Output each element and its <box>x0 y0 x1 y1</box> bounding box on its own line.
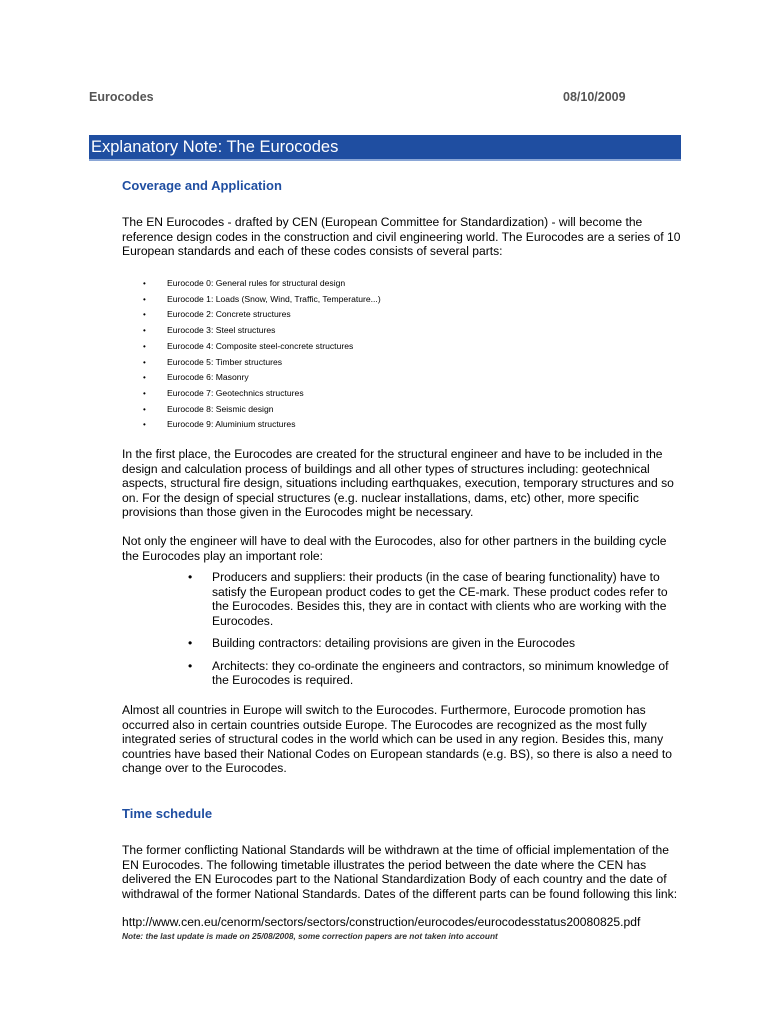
page-title-banner: Explanatory Note: The Eurocodes <box>89 135 681 161</box>
list-item: • Eurocode 9: Aluminium structures <box>122 417 381 433</box>
list-item: • Architects: they co-ordinate the engineers and contractors, so minimum knowledge of the Eurocodes is required. <box>188 658 669 687</box>
list-item: • Eurocode 4: Composite steel-concrete structures <box>122 339 381 355</box>
list-item: • Eurocode 6: Masonry <box>122 370 381 386</box>
bullet-icon: • <box>143 279 146 288</box>
section-title-coverage: Coverage and Application <box>122 178 282 193</box>
bullet-icon: • <box>143 341 146 351</box>
list-item: • Eurocode 3: Steel structures <box>122 323 381 339</box>
header-date: 08/10/2009 <box>563 90 626 104</box>
bullet-icon: • <box>143 326 146 336</box>
bullet-icon: • <box>143 373 146 383</box>
bullet-icon: • <box>188 658 193 673</box>
bullet-icon: • <box>143 420 146 430</box>
paragraph-other-partners: Not only the engineer will have to deal with the Eurocodes, also for other partners in the building cycle the Eurocodes play an important role: <box>122 534 667 563</box>
list-item: • Eurocode 5: Timber structures <box>122 355 381 371</box>
bullet-icon: • <box>143 310 146 320</box>
bullet-icon: • <box>143 388 146 398</box>
list-item: • Eurocode 0: General rules for structural design <box>122 276 381 292</box>
bullet-icon: • <box>188 570 193 584</box>
partner-list <box>188 570 680 688</box>
list-item: • Producers and suppliers: their products (in the case of bearing functionality) have to satisfy the European product codes to get the CE-mark. These product codes refer to the Eurocodes. Besides this, they are in contact with clients who are working with the Eurocodes. <box>188 570 668 628</box>
cen-status-link[interactable]: http://www.cen.eu/cenorm/sectors/sectors/construction/eurocodes/eurocodesstatus20080825.pdf <box>122 915 641 929</box>
list-item: • Building contractors: detailing provisions are given in the Eurocodes <box>188 636 576 650</box>
bullet-icon: • <box>143 404 146 414</box>
paragraph-intro: The EN Eurocodes - drafted by CEN (European Committee for Standardization) - will become the reference design codes in the construction and civil engineering world. The Eurocodes are a series of 10 European standards and each of these codes consists of several parts: <box>122 215 681 258</box>
list-item: • Eurocode 1: Loads (Snow, Wind, Traffic, Temperature...) <box>122 292 381 308</box>
bullet-icon: • <box>143 294 146 304</box>
paragraph-structural-engineer: In the first place, the Eurocodes are created for the structural engineer and have to be included in the design and calculation process of buildings and all other types of structures including: geotechnical aspects, structural fire design, situations including earthquakes, execution, temporary structures and so on. For the design of special structures (e.g. nuclear installations, dams, etc) other, more specific provisions than those given in the Eurocodes might be necessary. <box>122 447 674 519</box>
bullet-icon: • <box>188 636 193 650</box>
update-note: Note: the last update is made on 25/08/2008, some correction papers are not taken into account <box>122 931 498 941</box>
bullet-icon: • <box>143 357 146 367</box>
paragraph-countries: Almost all countries in Europe will switch to the Eurocodes. Furthermore, Eurocode promotion has occurred also in certain countries outside Europe. The Eurocodes are recognized as the most fully integrated series of structural codes in the world which can be used in any region. Besides this, many countries have based their National Codes on European standards (e.g. BS), so there is also a need to change over to the Eurocodes. <box>122 703 672 775</box>
paragraph-time-schedule: The former conflicting National Standards will be withdrawn at the time of official implementation of the EN Eurocodes. The following timetable illustrates the period between the date where the CEN has delivered the EN Eurocodes part to the National Standardization Body of each country and the date of withdrawal of the former National Standards. Dates of the different parts can be found following this link: <box>122 843 678 901</box>
header-title: Eurocodes <box>89 90 154 104</box>
list-item: • Eurocode 7: Geotechnics structures <box>122 386 381 402</box>
section-title-time-schedule: Time schedule <box>122 806 213 821</box>
list-item: • Eurocode 8: Seismic design <box>122 402 381 418</box>
list-item: • Eurocode 2: Concrete structures <box>122 307 381 323</box>
eurocode-list <box>122 276 381 433</box>
